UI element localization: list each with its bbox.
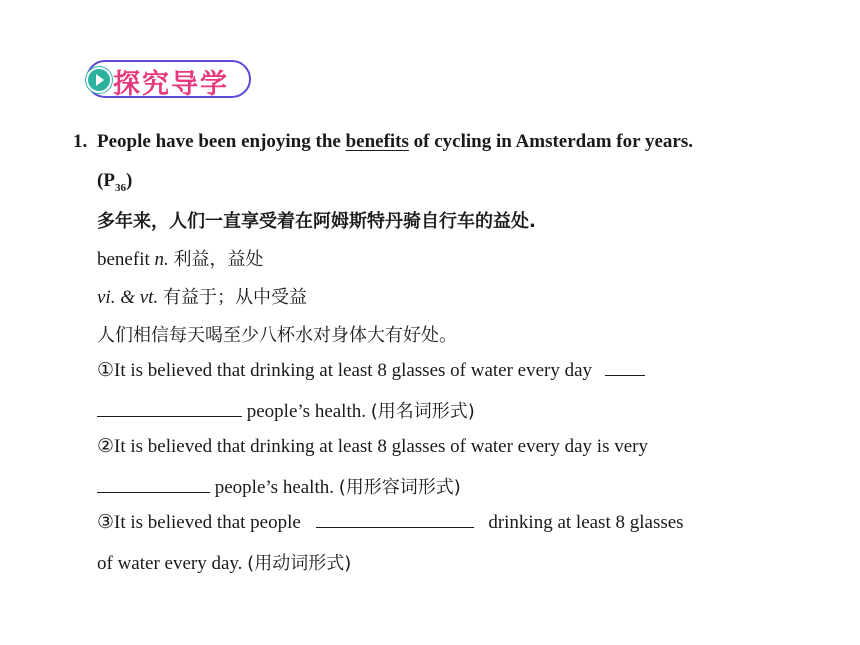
sentence-part: People have been enjoying the (97, 131, 346, 152)
example-sentence (97, 131, 693, 153)
sentence-translation: 多年来，人们一直享受着在阿姆斯特丹骑自行车的益处. (97, 211, 536, 232)
part-of-speech: n. (154, 249, 169, 270)
part-of-speech: vi. & vt. (97, 287, 159, 308)
question-1-line-1 (97, 359, 645, 382)
question-3-line-2 (97, 549, 351, 575)
question-1-line-2 (97, 397, 475, 423)
answer-blank[interactable] (605, 359, 645, 376)
section-title: 探究导学 (113, 69, 229, 100)
answer-blank[interactable] (316, 511, 474, 528)
vocab-word: benefit (97, 249, 150, 270)
question-3-line-1 (97, 511, 684, 534)
answer-blank[interactable] (97, 476, 210, 493)
question-hint: (用名词形式) (370, 401, 475, 422)
question-hint: (用动词形式) (247, 553, 352, 574)
question-text: people’s health. (210, 477, 334, 498)
question-text: people’s health. (242, 401, 366, 422)
page-ref-number: 36 (114, 181, 126, 194)
question-text: ①It is believed that drinking at least 8 glasses of water every day (97, 360, 593, 381)
page-ref-close: ) (125, 170, 133, 191)
sentence-part: of cycling in Amsterdam for years. (408, 131, 693, 152)
vocab-meaning: 有益于；从中受益 (162, 287, 307, 308)
page-ref-open: (P (97, 170, 115, 191)
item-number: 1. (73, 131, 88, 152)
question-2-line-1: ②It is believed that drinking at least 8 glasses of water every day is very (97, 436, 648, 457)
question-2-line-2 (97, 473, 461, 499)
vocab-noun (97, 245, 264, 271)
keyword: benefits (345, 131, 409, 152)
vocab-meaning: 利益，益处 (173, 249, 264, 270)
question-hint: (用形容词形式) (338, 477, 461, 498)
answer-blank[interactable] (97, 400, 242, 417)
question-text: ③It is believed that people (97, 512, 301, 533)
question-text: of water every day. (97, 553, 243, 574)
exercise-prompt: 人们相信每天喝至少八杯水对身体大有好处。 (97, 325, 457, 346)
question-text: drinking at least 8 glasses (488, 512, 684, 533)
play-icon (86, 67, 112, 93)
page-reference (97, 170, 132, 194)
vocab-verb (97, 283, 307, 309)
